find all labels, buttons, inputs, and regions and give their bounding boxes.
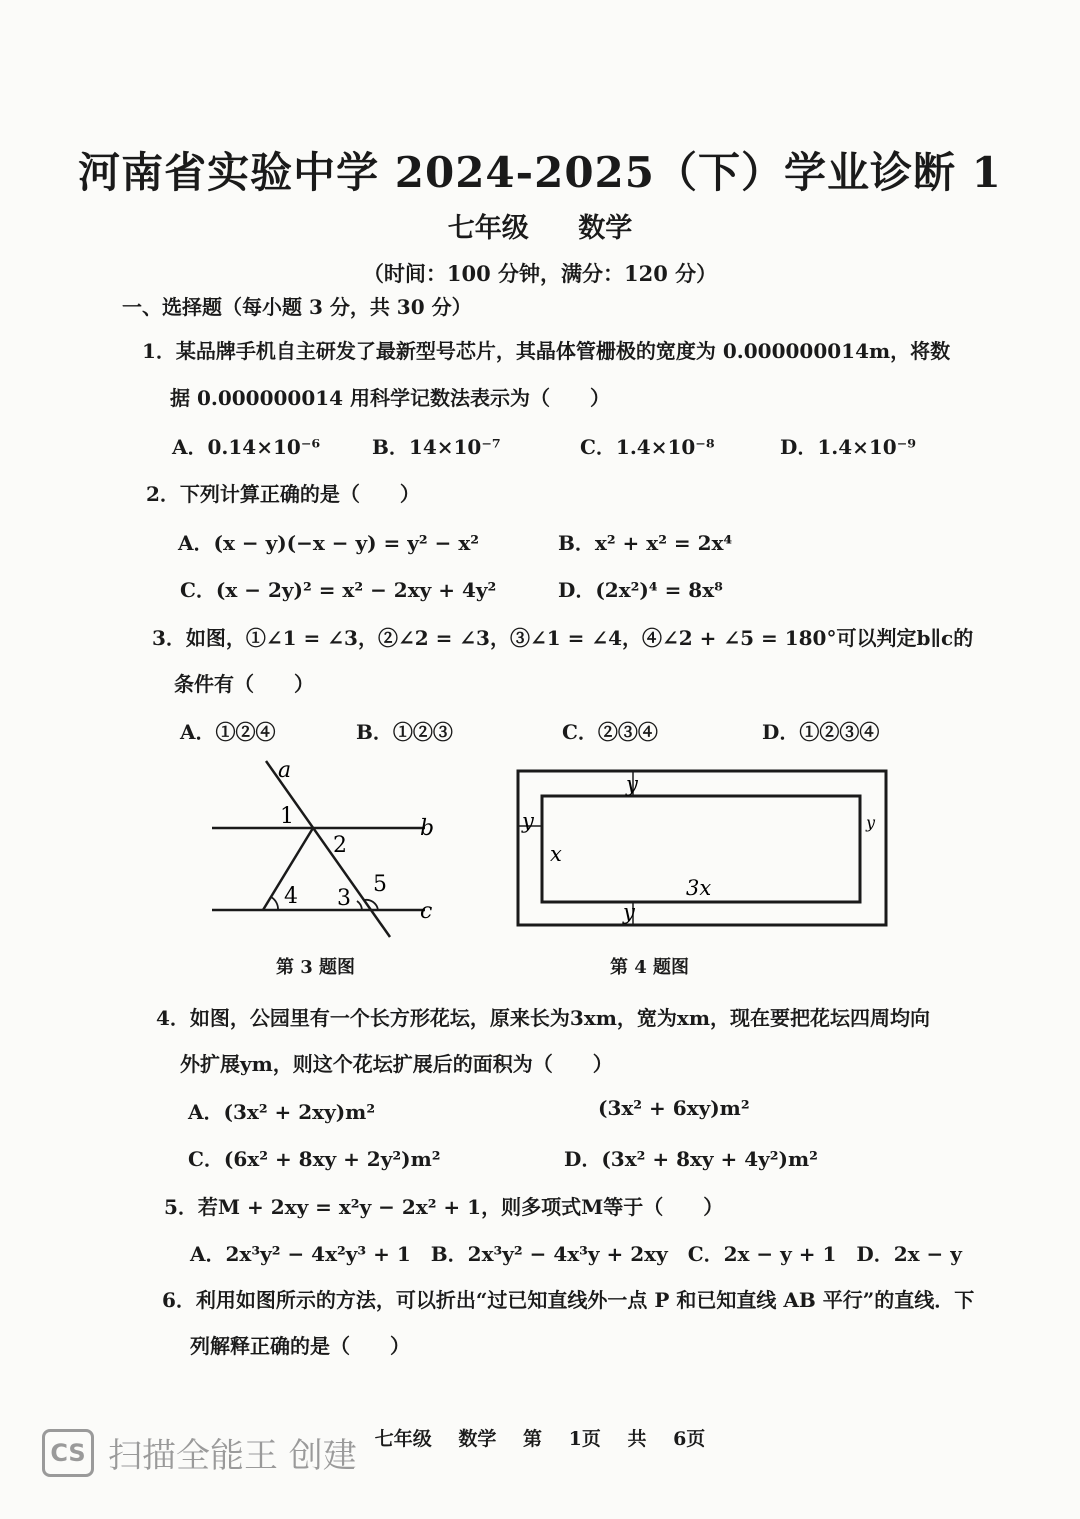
q5-stem: 5．若M + 2xy = x²y − 2x² + 1，则多项式M等于（ ） bbox=[164, 1195, 724, 1219]
q2-option-c: C．(x − 2y)² = x² − 2xy + 4y² bbox=[180, 578, 497, 602]
figure-3-caption: 第 3 题图 bbox=[276, 957, 356, 978]
q2-option-d: D．(2x²)⁴ = 8x⁸ bbox=[558, 578, 723, 602]
label-3x: 3x bbox=[686, 876, 712, 900]
q6-line1: 6．利用如图所示的方法，可以折出“过已知直线外一点 P 和已知直线 AB 平行”的直线．下 bbox=[162, 1288, 975, 1312]
q3-option-b: B．①②③ bbox=[356, 720, 453, 744]
grade-subject bbox=[0, 206, 1080, 245]
q3-line2: 条件有（ ） bbox=[174, 672, 314, 696]
scanner-watermark bbox=[42, 1428, 357, 1477]
footer-grade: 七年级 bbox=[374, 1428, 432, 1450]
label-angle-3: 3 bbox=[337, 886, 351, 911]
label-angle-1: 1 bbox=[280, 804, 294, 829]
q1-option-c: C．1.4×10⁻⁸ bbox=[580, 435, 715, 459]
angle-4-arc bbox=[271, 897, 278, 910]
q4-option-b: (3x² + 6xy)m² bbox=[598, 1096, 750, 1120]
q4-line1: 4．如图，公园里有一个长方形花坛，原来长为3xm，宽为xm，现在要把花坛四周均向 bbox=[156, 1006, 931, 1030]
label-angle-2: 2 bbox=[333, 833, 347, 858]
label-x: x bbox=[550, 842, 562, 866]
q4-option-d: D．(3x² + 8xy + 4y²)m² bbox=[564, 1147, 818, 1171]
q4-option-a: A．(3x² + 2xy)m² bbox=[188, 1100, 376, 1124]
q1-option-a: A．0.14×10⁻⁶ bbox=[172, 435, 321, 459]
section-heading: 一、选择题（每小题 3 分，共 30 分） bbox=[122, 295, 472, 319]
angle-3-arc bbox=[357, 901, 362, 910]
q1-line1: 1．某品牌手机自主研发了最新型号芯片，其晶体管栅极的宽度为 0.000000014m，将数 bbox=[142, 339, 951, 363]
grade-label: 七年级 bbox=[447, 213, 529, 244]
q5-options: A．2x³y² − 4x²y³ + 1 B．2x³y² − 4x³y + 2xy C．2x − y + 1 D．2x − y bbox=[190, 1242, 962, 1266]
figure-4-caption: 第 4 题图 bbox=[610, 957, 690, 978]
label-y-right: y bbox=[866, 813, 876, 832]
figure-4-diagram bbox=[510, 762, 890, 934]
q6-line2: 列解释正确的是（ ） bbox=[190, 1334, 410, 1358]
q1-line2: 据 0.000000014 用科学记数法表示为（ ） bbox=[170, 386, 611, 410]
q3-option-d: D．①②③④ bbox=[762, 720, 880, 744]
q1-option-b: B．14×10⁻⁷ bbox=[372, 435, 501, 459]
q4-line2: 外扩展ym，则这个花坛扩展后的面积为（ ） bbox=[180, 1052, 613, 1076]
q4-option-c: C．(6x² + 8xy + 2y²)m² bbox=[188, 1147, 441, 1171]
label-angle-4: 4 bbox=[284, 884, 298, 909]
label-c: c bbox=[420, 899, 433, 924]
label-y-bottom: y bbox=[623, 900, 635, 924]
q2-stem: 2．下列计算正确的是（ ） bbox=[146, 482, 420, 506]
footer-page: 第 1页 bbox=[522, 1428, 601, 1450]
footer-subject: 数学 bbox=[458, 1428, 497, 1450]
label-y-top: y bbox=[626, 772, 638, 796]
q3-option-a: A．①②④ bbox=[180, 720, 276, 744]
q2-option-b: B．x² + x² = 2x⁴ bbox=[558, 531, 733, 555]
label-b: b bbox=[420, 816, 435, 841]
q2-option-a: A．(x − y)(−x − y) = y² − x² bbox=[178, 531, 480, 555]
figure-3-diagram bbox=[200, 755, 450, 945]
q3-option-c: C．②③④ bbox=[562, 720, 658, 744]
q3-line1: 3．如图，①∠1 = ∠3，②∠2 = ∠3，③∠1 = ∠4，④∠2 + ∠5 = 180°可以判定b∥c的 bbox=[152, 626, 974, 650]
camscanner-logo-icon: CS bbox=[42, 1429, 94, 1477]
page-title: 河南省实验中学 2024-2025（下）学业诊断 1 bbox=[78, 148, 1002, 197]
subject-label: 数学 bbox=[578, 213, 633, 244]
label-y-left: y bbox=[522, 809, 534, 833]
watermark-text: 扫描全能王 创建 bbox=[108, 1436, 357, 1476]
label-angle-5: 5 bbox=[373, 872, 387, 897]
label-a: a bbox=[278, 758, 292, 783]
q1-option-d: D．1.4×10⁻⁹ bbox=[780, 435, 917, 459]
time-info: （时间：100 分钟，满分：120 分） bbox=[362, 261, 718, 286]
footer-total: 共 6页 bbox=[627, 1428, 706, 1450]
